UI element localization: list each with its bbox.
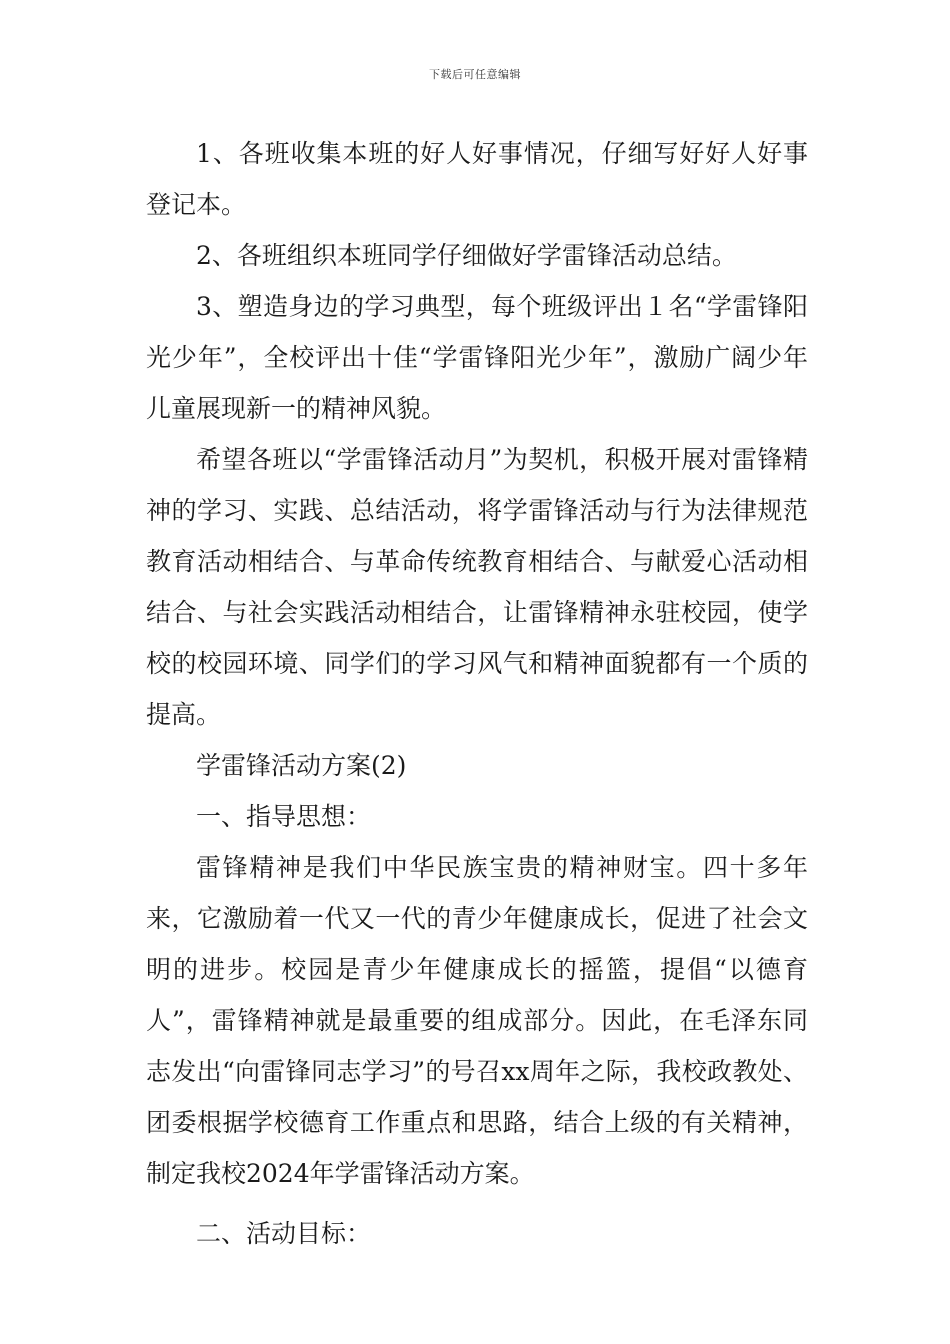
paragraph-closing-hope: 希望各班以“学雷锋活动月”为契机，积极开展对雷锋精神的学习、实践、总结活动，将学雷锋活动与行为法律规范教育活动相结合、与革命传统教育相结合、与献爱心活动相结合、与社会实践活动相结合，让雷锋精神永驻校园，使学校的校园环境、同学们的学习风气和精神面貌都有一个质的提高。	[146, 445, 808, 729]
paragraph-item-3: 3、塑造身边的学习典型，每个班级评出１名“学雷锋阳光少年”，全校评出十佳“学雷锋阳光少年”，激励广阔少年儿童展现新一的精神风貌。	[146, 292, 808, 423]
paragraph-item-2: 2、各班组织本班同学仔细做好学雷锋活动总结。	[196, 241, 737, 270]
section-title: 学雷锋活动方案(2)	[196, 751, 407, 780]
header-note: 下载后可任意编辑	[429, 68, 521, 81]
heading-activity-goals: 二、活动目标：	[196, 1219, 372, 1248]
paragraph-guiding-thought: 雷锋精神是我们中华民族宝贵的精神财宝。四十多年来，它激励着一代又一代的青少年健康成长，促进了社会文明的进步。校园是青少年健康成长的摇篮，提倡“以德育人”，雷锋精神就是最重要的组成部分。因此，在毛泽东同志发出“向雷锋同志学习”的号召xx周年之际，我校政教处、团委根据学校德育工作重点和思路，结合上级的有关精神，制定我校2024年学雷锋活动方案。	[146, 853, 808, 1188]
document-body	[146, 128, 808, 1259]
heading-guiding-thought: 一、指导思想：	[196, 802, 372, 831]
paragraph-item-1: 1、各班收集本班的好人好事情况，仔细写好好人好事登记本。	[146, 139, 808, 219]
